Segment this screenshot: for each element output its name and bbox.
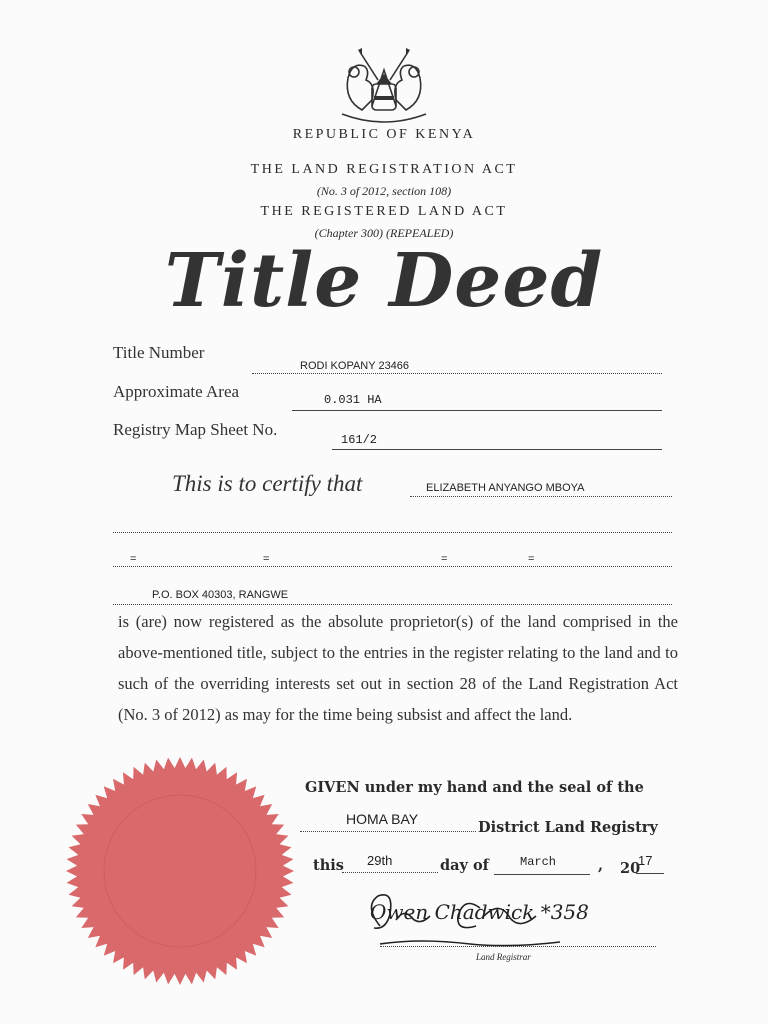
title-number-line	[252, 373, 662, 374]
red-seal	[64, 755, 296, 987]
land-registrar-label: Land Registrar	[476, 952, 531, 962]
signature-line	[380, 946, 656, 947]
year-line	[636, 873, 664, 874]
act-heading: THE LAND REGISTRATION ACT	[250, 162, 518, 177]
proprietor-line	[410, 496, 672, 497]
equals-mark-1: =	[130, 553, 137, 565]
signature-text: Owen Chadwick *358	[370, 900, 589, 924]
address-line	[113, 604, 672, 605]
day-value: 29th	[367, 853, 393, 868]
district-registry-label: District Land Registry	[478, 819, 658, 836]
date-comma: ,	[598, 857, 604, 874]
repealed-act-reference: (Chapter 300) (REPEALED)	[314, 226, 454, 240]
map-sheet-value: 161/2	[341, 433, 378, 447]
area-label: Approximate Area	[113, 382, 240, 401]
blank-line-2	[113, 566, 672, 567]
equals-mark-3: =	[441, 553, 448, 565]
district-name: HOMA BAY	[346, 811, 419, 827]
map-sheet-label: Registry Map Sheet No.	[113, 420, 278, 439]
title-number-label: Title Number	[113, 343, 205, 362]
title-number-value: RODI KOPANY 23466	[300, 360, 410, 372]
this-word: this	[313, 857, 344, 874]
month-line	[494, 874, 590, 875]
certification-body-text: is (are) now registered as the absolute proprietor(s) of the land comprised in the above-mentioned title, subject to the entries in the register relating to the land and to such of the overriding interests set out in section 28 of the Land Registration Act (No. 3 of 2012) as may for the time being subsist and affect the land.	[118, 612, 678, 724]
equals-mark-2: =	[263, 553, 270, 565]
act-reference: (No. 3 of 2012, section 108)	[316, 184, 452, 198]
republic-heading: REPUBLIC OF KENYA	[292, 127, 476, 142]
document-title: Title Deed	[164, 238, 604, 324]
equals-mark-4: =	[528, 553, 535, 565]
month-value: March	[520, 855, 557, 869]
area-line	[292, 410, 662, 411]
repealed-act-heading: THE REGISTERED LAND ACT	[260, 204, 508, 219]
certify-label: This is to certify that	[172, 471, 363, 496]
blank-line-1	[113, 532, 672, 533]
day-line	[342, 872, 438, 873]
district-line	[300, 831, 476, 832]
day-of-label: day of	[440, 857, 489, 874]
year-prefix: 20	[620, 860, 641, 877]
coat-of-arms-emblem	[332, 40, 436, 126]
area-value: 0.031 HA	[324, 393, 382, 407]
proprietor-address: P.O. BOX 40303, RANGWE	[152, 589, 289, 601]
proprietor-name: ELIZABETH ANYANGO MBOYA	[426, 482, 585, 494]
map-sheet-line	[332, 449, 662, 450]
year-suffix: 17	[638, 853, 653, 868]
given-statement: GIVEN under my hand and the seal of the	[305, 779, 644, 796]
